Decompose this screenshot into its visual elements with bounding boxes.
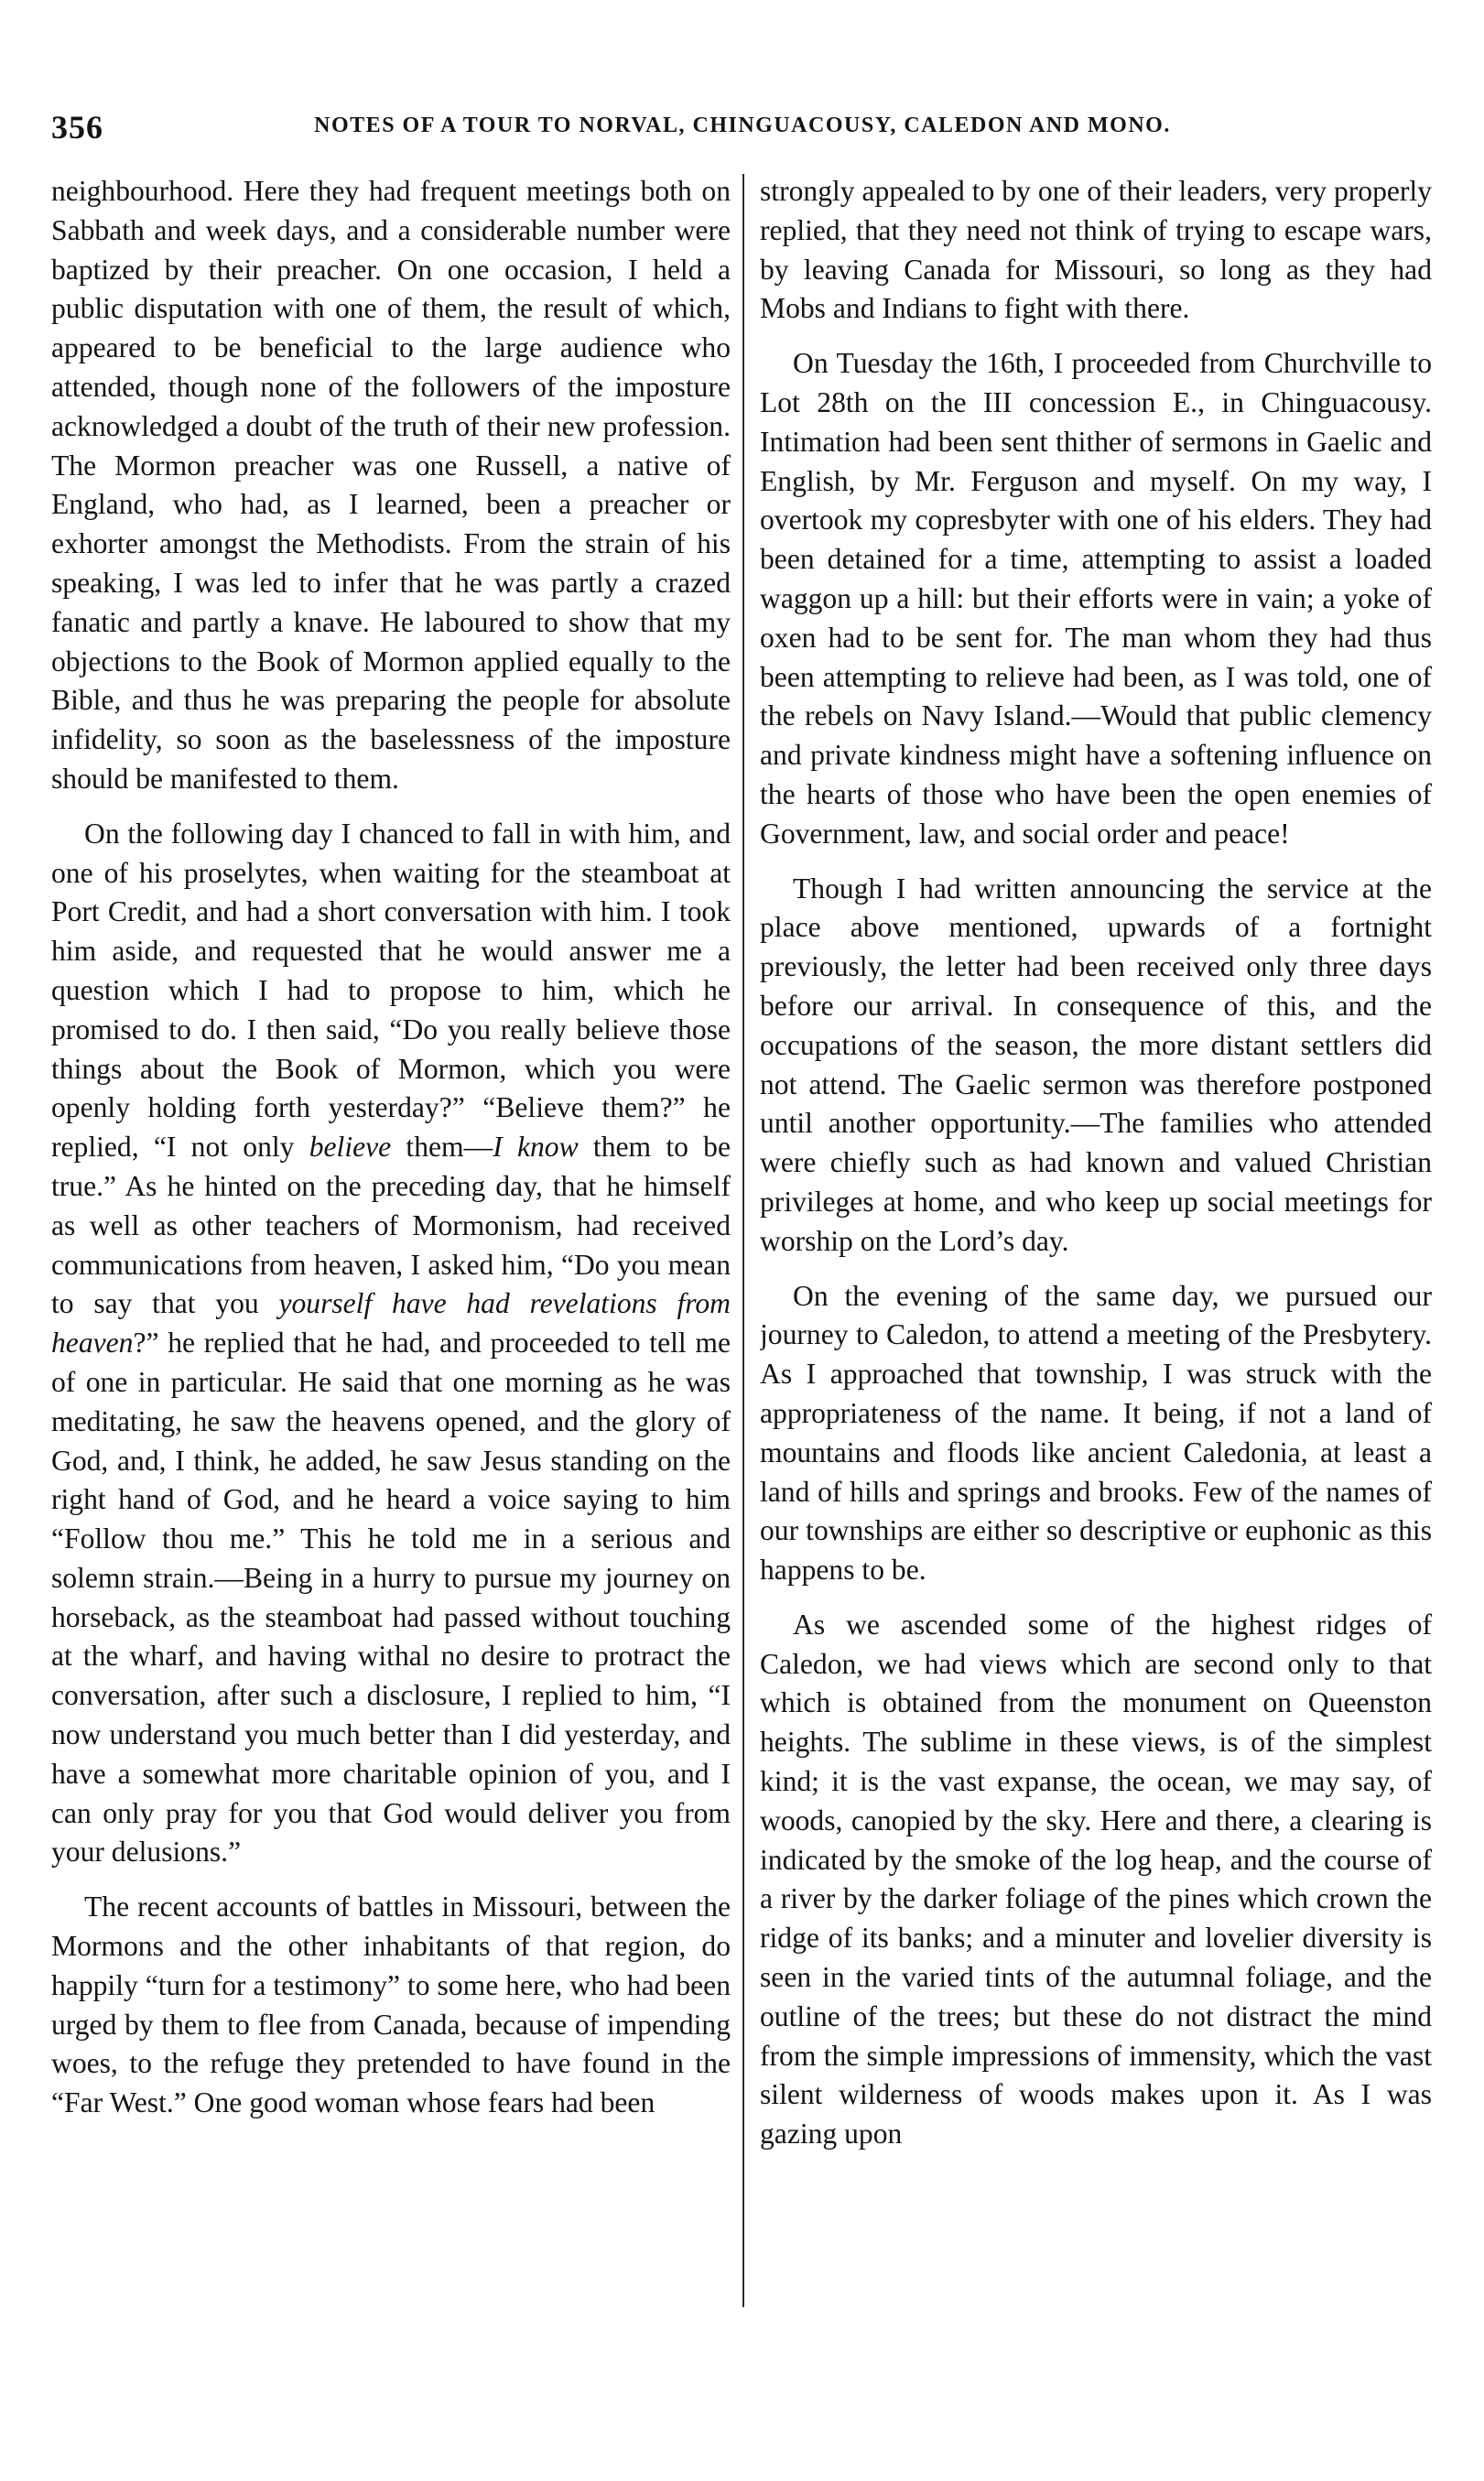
text-run: ?” he replied that he had, and proceeded to tell me of one in particular. He said that one morning as he was meditating, he saw the heavens opened, and the glory of God, and, I think, he added, he saw Jesus standing on the right hand of God, and he heard a voice saying to him “Follow thou me.” This he told me in a serious and solemn strain.—Being in a hurry to pursue my journey on horseback, as the steamboat had passed without touching at the wharf, and having withal no desire to protract the conversation, after such a disclosure, I replied to him, “I now understand you much better than I did yesterday, and have a somewhat more charitable opinion of you, and I can only pray for you that God would deliver you from your delusions.” (51, 1327, 731, 1869)
paragraph-left-1: neighbourhood. Here they had frequent meetings both on Sabbath and week days, and a considerable number were baptized by their preacher. On one occasion, I held a public disputation with one of them, the result of which, appeared to be beneficial to the large audience who attended, though none of the followers of the imposture acknowledged a doubt of the truth of their new profession. The Mormon preacher was one Russell, a native of England, who had, as I learned, been a preacher or exhorter amongst the Methodists. From the strain of his speaking, I was led to infer that he was partly a crazed fanatic and partly a knave. He laboured to show that my objections to the Book of Mormon applied equally to the Bible, and thus he was preparing the people for absolute infidelity, so soon as the baselessness of the imposture should be manifested to them. (51, 175, 731, 795)
italic-text: believe (309, 1131, 392, 1164)
page-header (51, 108, 1434, 156)
paragraph-left-3: The recent accounts of battles in Missouri, between the Mormons and the other inhabitants of that region, do happily “turn for a testimony” to some here, who had been urged by them to flee from Canada, because of impending woes, to the refuge they pretended to have found in the “Far West.” One good woman whose fears had been (51, 1891, 731, 2119)
running-title: NOTES OF A TOUR TO NORVAL, CHINGUACOUSY, CALEDON AND MONO. (314, 114, 1171, 137)
italic-text: yourself have had revelations from heaven (51, 1287, 731, 1360)
paragraph-left-2 (51, 815, 731, 1873)
text-run: On the following day I chanced to fall in with him, and one of his proselytes, when waiting for the steamboat at Port Credit, and had a short conversation with him. I took him aside, and requested that he would answer me a question which I had to propose to him, which he promised to do. I then said, “Do you really believe those things about the Book of Mormon, which you were openly holding forth yesterday?” “Believe them?” he replied, “I not only (51, 817, 731, 1164)
paragraph-right-4: On the evening of the same day, we pursued our journey to Caledon, to attend a meeting of the Presbytery. As I approached that township, I was struck with the appropriateness of the name. It being, if not a land of mountains and floods like ancient Caledonia, at least a land of hills and springs and brooks. Few of the names of our townships are either so descriptive or euphonic as this happens to be. (760, 1279, 1432, 1587)
paragraph-right-3: Though I had written announcing the service at the place above mentioned, upwards of a fortnight previously, the letter had been received only three days before our arrival. In consequence of this, and the occupations of the season, the more distant settlers did not attend. The Gaelic sermon was therefore postponed until another opportunity.—The families who attended were chiefly such as had known and valued Christian privileges at home, and who keep up social meetings for worship on the Lord’s day. (760, 872, 1432, 1257)
paragraph-right-1: strongly appealed to by one of their leaders, very properly replied, that they need not think of trying to escape wars, by leaving Canada for Missouri, so long as they had Mobs and Indians to fight with there. (760, 175, 1432, 325)
page-number: 356 (51, 109, 103, 146)
paragraph-right-2: On Tuesday the 16th, I proceeded from Churchville to Lot 28th on the III concession E., in Chinguacousy. Intimation had been sent thither of sermons in Gaelic and English, by Mr. Ferguson and myself. On my way, I overtook my copresbyter with one of his elders. They had been detained for a time, attempting to assist a loaded waggon up a hill: but their efforts were in vain; a yoke of oxen had to be sent for. The man whom they had thus been attempting to relieve had been, as I was told, one of the rebels on Navy Island.—Would that public clemency and private kindness might have a softening influence on the hearts of those who have been the open enemies of Government, law, and social order and peace! (760, 347, 1432, 850)
right-column (760, 172, 1432, 2310)
left-column (51, 172, 731, 2310)
italic-text: I know (493, 1131, 579, 1164)
paragraph-right-5: As we ascended some of the highest ridges of Caledon, we had views which are second only to that which is obtained from the monument on Queenston heights. The sublime in these views, is of the simplest kind; it is the vast expanse, the ocean, we may say, of woods, canopied by the sky. Here and there, a clearing is indicated by the smoke of the log heap, and the course of a river by the darker foliage of the pines which crown the ridge of its banks; and a minuter and lovelier diversity is seen in the varied tints of the autumnal foliage, and the outline of the trees; but these do not distract the mind from the simple impressions of immensity, which the vast silent wilderness of woods makes upon it. As I was gazing upon (760, 1608, 1432, 2151)
text-run: them to be true.” As he hinted on the preceding day, that he himself as well as other teachers of Mormonism, had received communications from heaven, I asked him, “Do you mean to say that you (51, 1131, 731, 1320)
column-divider (742, 174, 744, 2307)
text-run: them— (391, 1131, 493, 1164)
